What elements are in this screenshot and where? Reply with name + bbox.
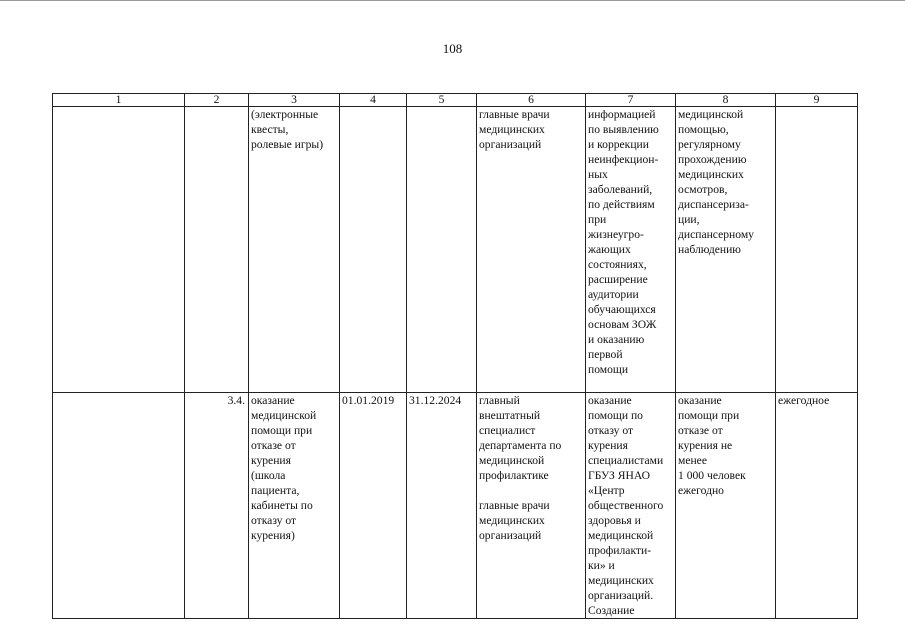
page-number: 108: [442, 41, 463, 56]
column-header: 9: [776, 94, 858, 107]
column-header: 8: [676, 94, 776, 107]
cell-end-date: 31.12.2024: [407, 393, 477, 619]
cell-col5: [407, 107, 477, 393]
cell-col4: [340, 107, 407, 393]
cell-col9: [776, 107, 858, 393]
cell-col1: [53, 393, 185, 619]
cell-col7: информацией по выявлению и коррекции неинфекцион- ных заболеваний, по действиям при жизнеугро- жающих состояниях, расширение аудитории обучающихся основам ЗОЖ и оказанию первой помощи: [586, 107, 676, 393]
table-row: [53, 393, 858, 619]
activity-table: [52, 93, 858, 619]
cell-periodicity: ежегодное: [776, 393, 858, 619]
table-row: [53, 107, 858, 393]
column-header: 2: [185, 94, 249, 107]
column-header: 4: [340, 94, 407, 107]
cell-col1: [53, 107, 185, 393]
cell-col2: [185, 107, 249, 393]
cell-activity: оказание медицинской помощи при отказе от курения (школа пациента, кабинеты по отказу от курения): [249, 393, 340, 619]
column-header: 7: [586, 94, 676, 107]
cell-col6: главные врачи медицинских организаций: [477, 107, 586, 393]
cell-description: оказание помощи по отказу от курения специалистами ГБУЗ ЯНАО «Центр общественного здоровья и медицинской профилакти- ки» и медицинских организаций. Создание: [586, 393, 676, 619]
table-header-row: [53, 94, 858, 107]
cell-item-number: 3.4.: [185, 393, 249, 619]
column-header: 1: [53, 94, 185, 107]
column-header: 6: [477, 94, 586, 107]
column-header: 5: [407, 94, 477, 107]
column-header: 3: [249, 94, 340, 107]
cell-responsible: главный внештатный специалист департамента по медицинской профилактике главные врачи медицинских организаций: [477, 393, 586, 619]
cell-col3: (электронные квесты, ролевые игры): [249, 107, 340, 393]
top-border-line: [0, 0, 905, 1]
cell-result: оказание помощи при отказе от курения не менее 1 000 человек ежегодно: [676, 393, 776, 619]
cell-start-date: 01.01.2019: [340, 393, 407, 619]
cell-col8: медицинской помощью, регулярному прохождению медицинских осмотров, диспансериза- ции, диспансерному наблюдению: [676, 107, 776, 393]
